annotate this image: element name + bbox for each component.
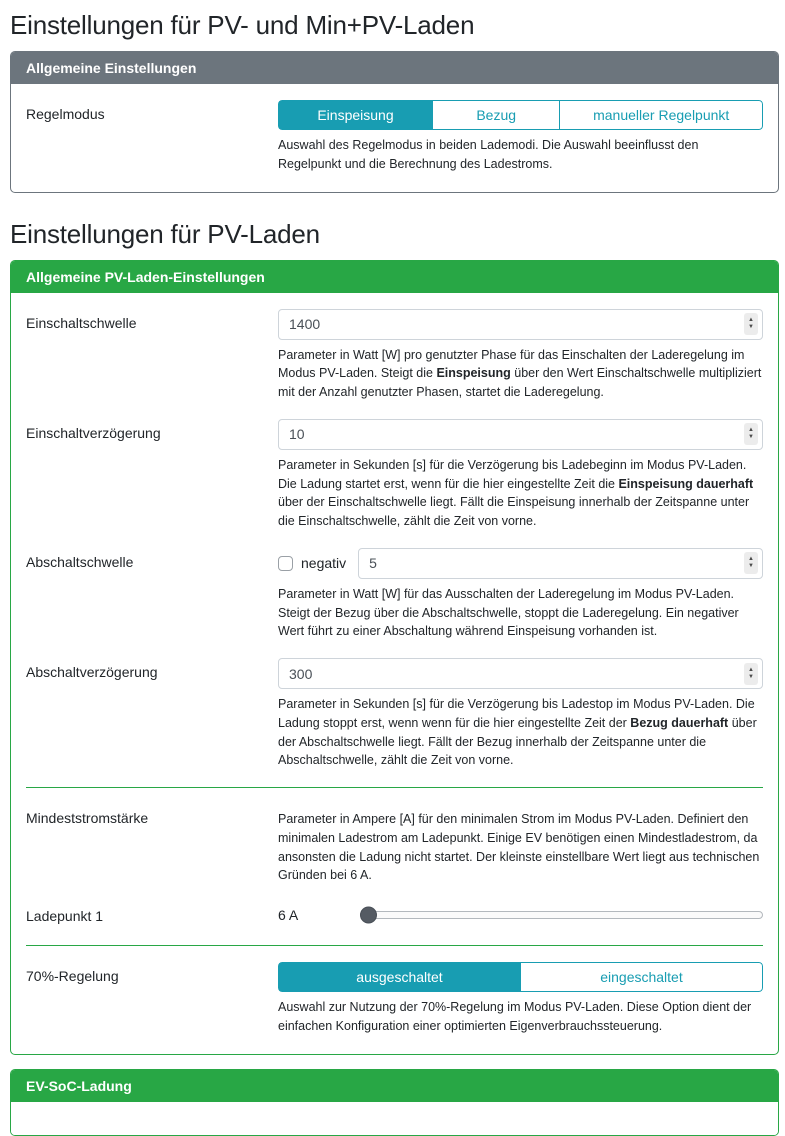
ladepunkt1-slider-thumb[interactable] [360,907,377,924]
einschaltschwelle-stepper[interactable] [744,313,758,335]
card-header-general: Allgemeine Einstellungen [11,52,778,84]
abschaltverzoegerung-stepper[interactable] [744,663,758,685]
negativ-checkbox[interactable] [278,556,293,571]
abschaltverzoegerung-help-text: Parameter in Sekunden [s] für die Verzögerung bis Ladestop im Modus PV-Laden. Die Ladung stoppt erst, wenn wenn für die hier eingestellte Zeit der Bezug dauerhaft über der Abschaltschwelle liegt. Fällt der Bezug innerhalb der Zeitspanne unter die Abschaltschwelle, zählt die Zeit von vorne. [278,697,757,768]
regelung70-button-group [278,962,763,992]
abschaltschwelle-label: Abschaltschwelle [26,553,134,570]
ladepunkt1-slider[interactable] [360,911,763,919]
ladepunkt1-label: Ladepunkt 1 [26,908,104,925]
page-title-pv: Einstellungen für PV-Laden [10,218,320,249]
regelung70-option-ausgeschaltet[interactable]: ausgeschaltet [278,962,521,992]
abschaltverzoegerung-input[interactable] [278,658,763,689]
mindeststromstaerke-help-text: Parameter in Ampere [A] für den minimalen Strom im Modus PV-Laden. Definiert den minimalen Ladestrom am Ladepunkt. Einige EV benötigen einen Mindestladestrom, da ansonsten die Ladung nicht startet. Der kleinste einstellbare Wert liegt aus technischen Gründen bei 6 A. [278,812,760,883]
ev-soc-card-body [11,1102,778,1135]
einschaltverzoegerung-stepper[interactable] [744,423,758,445]
mindeststromstaerke-label: Mindeststromstärke [26,810,149,827]
einschaltverzoegerung-help-text: Parameter in Sekunden [s] für die Verzögerung bis Ladebeginn im Modus PV-Laden. Die Ladung startet erst, wenn für die hier eingestellte Zeit die Einspeisung dauerhaft über der Einschaltschwelle liegt. Fällt die Einspeisung innerhalb der Zeitspanne unter die Einschaltschwelle, zählt die Zeit von vorne. [278,457,754,529]
stepper-up-icon[interactable]: ▲ [748,427,754,434]
stepper-down-icon[interactable]: ▼ [748,563,754,570]
einschaltverzoegerung-input[interactable] [278,419,763,450]
negativ-checkbox-label[interactable]: negativ [301,555,347,572]
ladepunkt1-current-value: 6 A [278,907,299,924]
stepper-down-icon[interactable]: ▼ [748,324,754,331]
page-title-general: Einstellungen für PV- und Min+PV-Laden [10,10,475,40]
card-general-settings [10,51,779,193]
regelung70-help-text: Auswahl zur Nutzung der 70%-Regelung im Modus PV-Laden. Diese Option dient der einfachen Konfiguration einer optimierten Eigenverbrauchssteuerung. [278,1000,752,1034]
abschaltschwelle-stepper[interactable] [744,552,758,574]
section-divider [26,787,763,788]
regelmodus-option-manueller-regelpunkt[interactable]: manueller Regelpunkt [559,100,763,130]
regelmodus-help-text: Auswahl des Regelmodus in beiden Lademodi. Die Auswahl beeinflusst den Regelpunkt und die Berechnung des Ladestroms. [278,138,699,171]
einschaltschwelle-label: Einschaltschwelle [26,314,137,331]
card-header-pv: Allgemeine PV-Laden-Einstellungen [11,261,778,293]
abschaltschwelle-input[interactable] [358,548,763,579]
stepper-up-icon[interactable]: ▲ [748,317,754,324]
card-ev-soc [10,1069,779,1136]
section-divider [26,945,763,946]
abschaltschwelle-help-text: Parameter in Watt [W] für das Ausschalten der Laderegelung im Modus PV-Laden. Steigt der Bezug über die Abschaltschwelle, stoppt die Laderegelung. Ein negativer Wert führt zu einer Abschaltung während Einspeisung vorhanden ist. [278,586,739,639]
regelmodus-label: Regelmodus [26,106,105,122]
regelung70-option-eingeschaltet[interactable]: eingeschaltet [520,962,763,992]
card-pv-settings [10,260,779,1055]
einschaltschwelle-help-text: Parameter in Watt [W] pro genutzter Phase für das Einschalten der Laderegelung im Modus PV-Laden. Steigt die Einspeisung über den Wert Einschaltschwelle multipliziert mit der Anzahl genutzter Phasen, startet die Laderegelung. [278,347,762,400]
card-header-ev-soc: EV-SoC-Ladung [11,1070,778,1102]
abschaltverzoegerung-label: Abschaltverzögerung [26,664,158,681]
einschaltverzoegerung-label: Einschaltverzögerung [26,424,161,441]
stepper-up-icon[interactable]: ▲ [748,556,754,563]
stepper-up-icon[interactable]: ▲ [748,666,754,673]
regelmodus-option-einspeisung[interactable]: Einspeisung [278,100,433,130]
regelung70-label: 70%-Regelung [26,968,119,985]
stepper-down-icon[interactable]: ▼ [748,673,754,680]
stepper-down-icon[interactable]: ▼ [748,434,754,441]
regelmodus-button-group [278,100,763,130]
einschaltschwelle-input[interactable] [278,309,763,340]
regelmodus-option-bezug[interactable]: Bezug [432,100,560,130]
